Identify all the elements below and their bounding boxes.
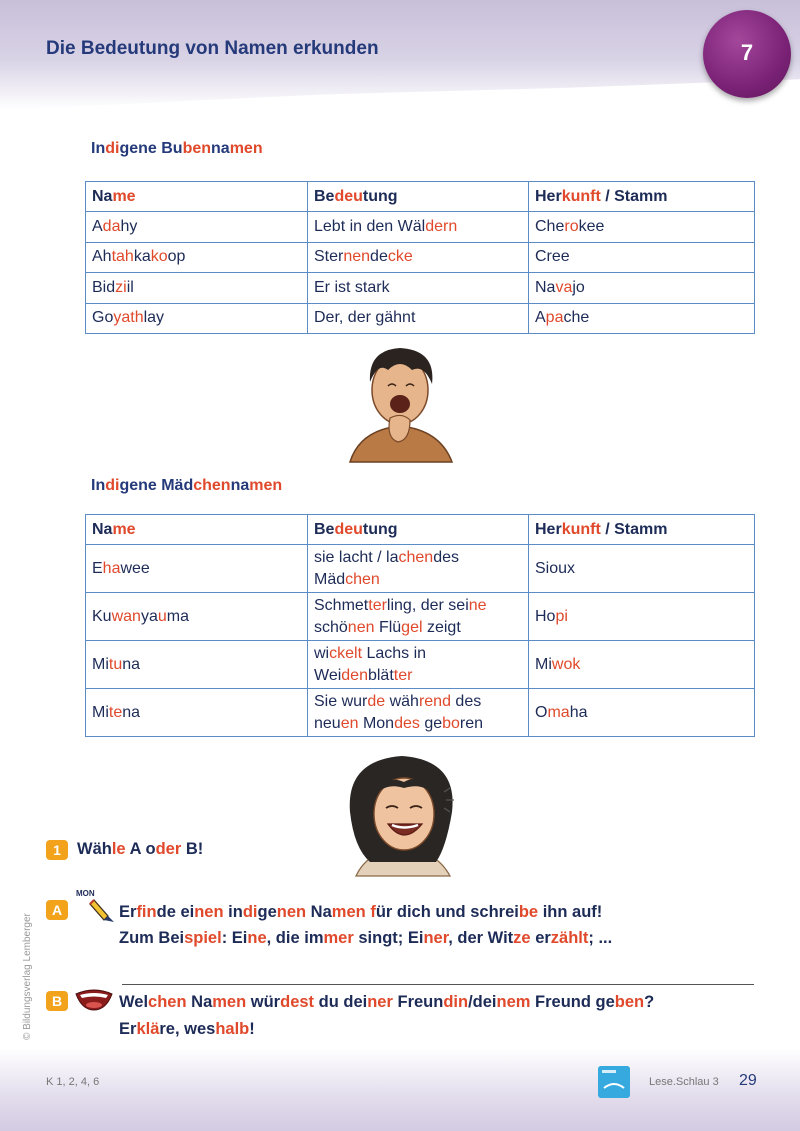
highlight-syllable: de: [367, 692, 386, 710]
task-1-number: 1: [46, 840, 68, 860]
highlight-syllable: pa: [545, 309, 564, 327]
text-segment: Her: [535, 520, 562, 538]
cell-origin: [529, 212, 755, 243]
text-segment: ma: [166, 607, 189, 625]
page-number: 29: [739, 1072, 757, 1089]
text-segment: Be: [314, 520, 335, 538]
highlight-syllable: nem: [496, 993, 531, 1011]
copyright-notice: © Bildungsverlag Lemberger: [22, 913, 33, 1040]
text-segment: Ah: [92, 248, 112, 266]
highlight-syllable: chen: [148, 993, 187, 1011]
highlight-syllable: ma: [547, 703, 570, 721]
text-segment: Wäh: [77, 840, 112, 858]
text-segment: Wel: [119, 993, 149, 1011]
text-segment: ge: [119, 140, 139, 157]
highlight-syllable: men: [331, 903, 366, 921]
highlight-syllable: zi: [115, 278, 127, 296]
task-1-instruction: [77, 836, 203, 862]
highlight-syllable: dern: [425, 217, 458, 235]
highlight-syllable: ko: [150, 248, 168, 266]
text-segment: ; ...: [588, 929, 613, 947]
text-segment: wi: [314, 644, 330, 662]
highlight-syllable: ro: [564, 217, 579, 235]
boys-table: [85, 181, 755, 334]
text-segment: Mäd: [314, 570, 346, 588]
highlight-syllable: zählt: [550, 929, 589, 947]
table-row: [86, 273, 755, 304]
text-segment: E: [92, 559, 103, 577]
highlight-syllable: pi: [555, 607, 568, 625]
highlight-syllable: wan: [111, 607, 141, 625]
highlight-syllable: f: [370, 903, 376, 921]
text-segment: Mi: [92, 655, 109, 673]
highlight-syllable: wok: [551, 655, 581, 673]
text-segment: ling, der sei: [386, 596, 469, 614]
text-segment: de ei: [156, 903, 195, 921]
text-segment: blät: [367, 666, 394, 684]
text-segment: O: [535, 703, 548, 721]
highlight-syllable: nen: [276, 903, 307, 921]
text-segment: lay: [143, 309, 165, 327]
highlight-syllable: da: [102, 217, 121, 235]
text-segment: Zum Bei: [119, 929, 185, 947]
text-segment: Mi: [535, 655, 552, 673]
option-a-label: A: [46, 900, 68, 920]
highlight-syllable: dest: [280, 993, 315, 1011]
text-segment: Bu: [156, 140, 183, 157]
text-segment: Sie wur: [314, 692, 368, 710]
text-segment: ?: [644, 993, 655, 1011]
text-segment: In: [91, 140, 106, 157]
text-segment: de: [370, 248, 388, 266]
text-segment: In: [91, 477, 106, 494]
page-title: Die Bedeutung von Namen erkunden: [46, 38, 379, 59]
girls-table: [85, 514, 755, 737]
text-segment: ne: [138, 140, 157, 157]
highlight-syllable: men: [229, 140, 263, 157]
highlight-syllable: ha: [102, 559, 121, 577]
cell-origin: [529, 593, 755, 641]
text-segment: wee: [120, 559, 150, 577]
text-segment: Lebt in den Wäl: [314, 217, 426, 235]
answer-line: [122, 984, 754, 985]
text-segment: Sioux: [535, 559, 576, 577]
option-a-line-2: [119, 925, 612, 951]
cell-meaning: [308, 545, 529, 593]
highlight-syllable: fin: [136, 903, 157, 921]
highlight-syllable: halb: [215, 1020, 250, 1038]
text-segment: Freund ge: [530, 993, 615, 1011]
text-segment: / Stamm: [600, 520, 668, 538]
text-segment: wäh: [385, 692, 419, 710]
table-row: [86, 212, 755, 243]
table-row: [86, 545, 755, 593]
highlight-syllable: kunft: [561, 520, 601, 538]
text-segment: Na: [186, 993, 213, 1011]
laughing-girl-illustration: [340, 752, 465, 877]
option-a-line-1: [119, 899, 602, 925]
publisher-logo-icon: [598, 1066, 630, 1098]
text-segment: na: [122, 703, 141, 721]
highlight-syllable: di: [105, 140, 120, 157]
table-header-row: [86, 182, 755, 212]
text-segment: Na: [306, 903, 332, 921]
highlight-syllable: des: [394, 714, 420, 732]
text-segment: ka: [133, 248, 151, 266]
highlight-syllable: te: [108, 703, 123, 721]
cell-name: [86, 212, 308, 243]
highlight-syllable: me: [112, 187, 136, 205]
highlight-syllable: bo: [442, 714, 460, 732]
text-segment: , die im: [266, 929, 324, 947]
text-segment: Her: [535, 187, 562, 205]
text-segment: na: [230, 477, 250, 494]
text-segment: ge: [419, 714, 443, 732]
text-segment: op: [167, 248, 186, 266]
text-segment: /dei: [468, 993, 497, 1011]
table-row: [86, 303, 755, 334]
highlight-syllable: gel: [401, 618, 423, 636]
text-segment: Go: [92, 309, 114, 327]
boys-heading: [91, 140, 263, 158]
text-segment: neu: [314, 714, 341, 732]
column-header-meaning: [308, 515, 529, 545]
text-segment: sie lacht / la: [314, 548, 399, 566]
highlight-syllable: den: [341, 666, 368, 684]
highlight-syllable: nen: [194, 903, 224, 921]
text-segment: Mi: [92, 703, 109, 721]
highlight-syllable: u: [157, 607, 167, 625]
highlight-syllable: men: [212, 993, 247, 1011]
highlight-syllable: rend: [418, 692, 451, 710]
table-row: [86, 242, 755, 273]
cell-name: [86, 545, 308, 593]
option-b-line-1: [119, 989, 654, 1015]
highlight-syllable: ne: [468, 596, 487, 614]
text-segment: Mäd: [156, 477, 194, 494]
cell-origin: [529, 641, 755, 689]
text-segment: Der, der gähnt: [314, 309, 416, 327]
highlight-syllable: deu: [334, 187, 363, 205]
yawning-boy-illustration: [340, 342, 460, 467]
table-row: [86, 689, 755, 737]
text-segment: tung: [362, 187, 398, 205]
text-segment: Che: [535, 217, 565, 235]
highlight-syllable: din: [443, 993, 469, 1011]
text-segment: Wei: [314, 666, 342, 684]
highlight-syllable: ner: [423, 929, 449, 947]
text-segment: du dei: [314, 993, 368, 1011]
cell-origin: [529, 242, 755, 273]
text-segment: che: [563, 309, 590, 327]
text-segment: na: [122, 655, 141, 673]
text-segment: Er: [119, 1020, 137, 1038]
cell-name: [86, 303, 308, 334]
text-segment: Flü: [374, 618, 402, 636]
column-header-origin: [529, 515, 755, 545]
text-segment: !: [249, 1020, 255, 1038]
highlight-syllable: ter: [393, 666, 413, 684]
text-segment: tung: [362, 520, 398, 538]
highlight-syllable: ne: [247, 929, 267, 947]
pencil-icon: [88, 896, 116, 924]
text-segment: ha: [569, 703, 588, 721]
text-segment: singt; Ei: [353, 929, 424, 947]
text-segment: er: [530, 929, 551, 947]
text-segment: Na: [535, 278, 556, 296]
text-segment: B!: [181, 840, 204, 858]
cell-origin: [529, 273, 755, 304]
text-segment: A o: [125, 840, 156, 858]
cell-name: [86, 593, 308, 641]
column-header-name: [86, 182, 308, 212]
highlight-syllable: klä: [136, 1020, 160, 1038]
text-segment: wür: [246, 993, 281, 1011]
highlight-syllable: yath: [113, 309, 144, 327]
cell-meaning: [308, 273, 529, 304]
highlight-syllable: ben: [182, 140, 212, 157]
text-segment: ihn auf!: [538, 903, 603, 921]
cell-meaning: [308, 689, 529, 737]
highlight-syllable: ben: [614, 993, 645, 1011]
text-segment: jo: [572, 278, 585, 296]
highlight-syllable: spiel: [184, 929, 222, 947]
text-segment: Ho: [535, 607, 556, 625]
option-b-label: B: [46, 991, 68, 1011]
cell-name: [86, 242, 308, 273]
speaking-mouth-icon: [74, 988, 114, 1012]
text-segment: Bid: [92, 278, 116, 296]
highlight-syllable: en: [340, 714, 359, 732]
highlight-syllable: chen: [345, 570, 380, 588]
text-segment: ren: [459, 714, 484, 732]
text-segment: ge: [257, 903, 277, 921]
highlight-syllable: nen: [347, 618, 375, 636]
highlight-syllable: kunft: [561, 187, 601, 205]
text-segment: re, wes: [159, 1020, 216, 1038]
girls-heading: [91, 477, 282, 495]
highlight-syllable: va: [555, 278, 573, 296]
text-segment: Be: [314, 187, 335, 205]
table-row: [86, 593, 755, 641]
highlight-syllable: ter: [368, 596, 387, 614]
text-segment: des: [433, 548, 459, 566]
highlight-syllable: tah: [111, 248, 134, 266]
highlight-syllable: men: [249, 477, 283, 494]
cell-meaning: [308, 212, 529, 243]
highlight-syllable: be: [518, 903, 539, 921]
text-segment: Er ist stark: [314, 278, 390, 296]
text-segment: Na: [92, 187, 113, 205]
text-segment: A: [92, 217, 103, 235]
cell-meaning: [308, 641, 529, 689]
cell-name: [86, 641, 308, 689]
text-segment: hy: [120, 217, 138, 235]
cell-origin: [529, 303, 755, 334]
table-row: [86, 641, 755, 689]
cell-meaning: [308, 593, 529, 641]
cell-meaning: [308, 303, 529, 334]
text-segment: Er: [119, 903, 137, 921]
text-segment: ne: [138, 477, 157, 494]
highlight-syllable: mer: [323, 929, 354, 947]
text-segment: Schmet: [314, 596, 369, 614]
text-segment: na: [211, 140, 230, 157]
text-segment: ge: [119, 477, 139, 494]
text-segment: Na: [92, 520, 113, 538]
text-segment: ür dich und schrei: [375, 903, 519, 921]
text-segment: : Ei: [221, 929, 248, 947]
series-name: Lese.Schlau 3: [649, 1076, 719, 1088]
text-segment: kee: [578, 217, 605, 235]
text-segment: Lachs in: [362, 644, 427, 662]
text-segment: schö: [314, 618, 348, 636]
option-b-line-2: [119, 1016, 255, 1042]
text-segment: Cree: [535, 248, 570, 266]
highlight-syllable: tu: [108, 655, 123, 673]
chapter-badge: 7: [703, 10, 791, 98]
text-segment: / Stamm: [600, 187, 668, 205]
cell-origin: [529, 689, 755, 737]
highlight-syllable: di: [242, 903, 258, 921]
text-segment: des: [450, 692, 482, 710]
footer-band: [0, 1048, 800, 1131]
text-segment: , der Wit: [448, 929, 514, 947]
cell-name: [86, 689, 308, 737]
highlight-syllable: ze: [513, 929, 531, 947]
highlight-syllable: chen: [398, 548, 434, 566]
text-segment: A: [535, 309, 546, 327]
text-segment: il: [126, 278, 134, 296]
highlight-syllable: le: [111, 840, 126, 858]
highlight-syllable: deu: [334, 520, 363, 538]
highlight-syllable: cke: [387, 248, 413, 266]
column-header-origin: [529, 182, 755, 212]
column-header-meaning: [308, 182, 529, 212]
text-segment: ya: [140, 607, 158, 625]
text-segment: zeigt: [422, 618, 461, 636]
text-segment: Mon: [358, 714, 395, 732]
cell-origin: [529, 545, 755, 593]
highlight-syllable: chen: [193, 477, 231, 494]
competence-codes: K 1, 2, 4, 6: [46, 1076, 100, 1088]
cell-meaning: [308, 242, 529, 273]
highlight-syllable: ner: [367, 993, 393, 1011]
highlight-syllable: di: [105, 477, 120, 494]
highlight-syllable: ckelt: [329, 644, 363, 662]
text-segment: Ku: [92, 607, 112, 625]
highlight-syllable: der: [155, 840, 182, 858]
text-segment: Ster: [314, 248, 344, 266]
text-segment: Freun: [392, 993, 444, 1011]
highlight-syllable: me: [112, 520, 136, 538]
column-header-name: [86, 515, 308, 545]
text-segment: in: [223, 903, 243, 921]
mon-marker-label: MON: [76, 889, 95, 898]
cell-name: [86, 273, 308, 304]
table-header-row: [86, 515, 755, 545]
highlight-syllable: nen: [343, 248, 371, 266]
